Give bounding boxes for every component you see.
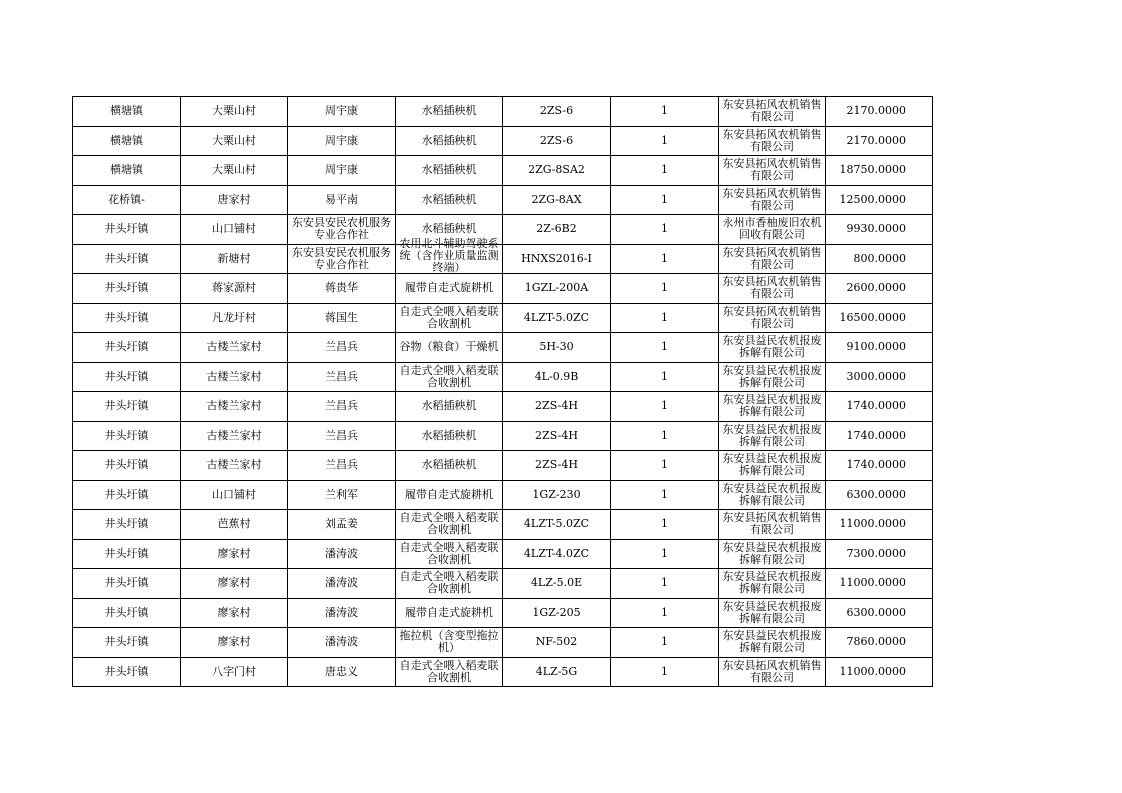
town-cell: 井头圩镇 — [73, 657, 181, 687]
amount-cell: 2600.0000 — [826, 274, 933, 304]
quantity-cell: 1 — [611, 392, 719, 422]
village-cell: 古楼兰家村 — [181, 451, 288, 481]
table-row — [73, 421, 933, 451]
dealer-cell: 东安县益民农机报废拆解有限公司 — [719, 333, 826, 363]
village-cell: 古楼兰家村 — [181, 421, 288, 451]
buyer-cell: 潘涛波 — [288, 569, 396, 599]
machine-cell: 水稻插秧机 — [396, 421, 503, 451]
model-cell: 4L-0.9B — [503, 362, 611, 392]
machine-cell: 自走式全喂入稻麦联合收割机 — [396, 362, 503, 392]
quantity-cell: 1 — [611, 510, 719, 540]
machine-cell — [396, 236, 503, 274]
buyer-cell: 兰昌兵 — [288, 362, 396, 392]
village-cell: 凡龙圩村 — [181, 303, 288, 333]
machine-cell-text: 农用北斗辅助驾驶系统（含作业质量监测终端） — [399, 236, 499, 274]
town-cell: 横塘镇 — [73, 97, 181, 127]
dealer-cell: 东安县拓风农机销售有限公司 — [719, 156, 826, 186]
amount-cell: 7860.0000 — [826, 628, 933, 658]
buyer-cell: 唐忠义 — [288, 657, 396, 687]
amount-cell: 2170.0000 — [826, 97, 933, 127]
town-cell: 井头圩镇 — [73, 392, 181, 422]
buyer-cell: 蒋贵华 — [288, 274, 396, 304]
amount-cell: 9100.0000 — [826, 333, 933, 363]
machine-cell: 水稻插秧机 — [396, 451, 503, 481]
dealer-cell: 东安县拓风农机销售有限公司 — [719, 244, 826, 274]
dealer-cell: 东安县益民农机报废拆解有限公司 — [719, 628, 826, 658]
town-cell: 横塘镇 — [73, 156, 181, 186]
village-cell: 芭蕉村 — [181, 510, 288, 540]
village-cell: 山口铺村 — [181, 480, 288, 510]
machine-cell: 自走式全喂入稻麦联合收割机 — [396, 569, 503, 599]
model-cell: 1GZ-205 — [503, 598, 611, 628]
model-cell: 1GZL-200A — [503, 274, 611, 304]
town-cell: 井头圩镇 — [73, 480, 181, 510]
town-cell: 井头圩镇 — [73, 628, 181, 658]
amount-cell: 7300.0000 — [826, 539, 933, 569]
machine-cell: 水稻插秧机 — [396, 126, 503, 156]
town-cell: 井头圩镇 — [73, 421, 181, 451]
machine-cell: 自走式全喂入稻麦联合收割机 — [396, 657, 503, 687]
town-cell: 井头圩镇 — [73, 333, 181, 363]
amount-cell: 800.0000 — [826, 244, 933, 274]
quantity-cell: 1 — [611, 97, 719, 127]
model-cell: NF-502 — [503, 628, 611, 658]
model-cell: 2ZG-8SA2 — [503, 156, 611, 186]
model-cell: 4LZ-5G — [503, 657, 611, 687]
buyer-cell: 刘孟姜 — [288, 510, 396, 540]
dealer-cell: 东安县益民农机报废拆解有限公司 — [719, 569, 826, 599]
model-cell: 4LZT-5.0ZC — [503, 303, 611, 333]
amount-cell: 16500.0000 — [826, 303, 933, 333]
model-cell: 2ZS-6 — [503, 126, 611, 156]
table-row — [73, 185, 933, 215]
table-row — [73, 392, 933, 422]
quantity-cell: 1 — [611, 274, 719, 304]
village-cell: 新塘村 — [181, 244, 288, 274]
table-row — [73, 215, 933, 245]
village-cell: 蒋家源村 — [181, 274, 288, 304]
table-row — [73, 657, 933, 687]
village-cell: 唐家村 — [181, 185, 288, 215]
town-cell: 井头圩镇 — [73, 274, 181, 304]
dealer-cell: 东安县拓风农机销售有限公司 — [719, 274, 826, 304]
model-cell: 2ZS-4H — [503, 392, 611, 422]
town-cell: 花桥镇- — [73, 185, 181, 215]
dealer-cell: 东安县益民农机报废拆解有限公司 — [719, 598, 826, 628]
machine-cell: 履带自走式旋耕机 — [396, 480, 503, 510]
model-cell: 2ZS-4H — [503, 421, 611, 451]
quantity-cell: 1 — [611, 185, 719, 215]
model-cell: 4LZT-4.0ZC — [503, 539, 611, 569]
amount-cell: 1740.0000 — [826, 451, 933, 481]
model-cell: 2ZS-6 — [503, 97, 611, 127]
buyer-cell: 兰利军 — [288, 480, 396, 510]
model-cell: 1GZ-230 — [503, 480, 611, 510]
amount-cell: 9930.0000 — [826, 215, 933, 245]
buyer-cell: 周宇康 — [288, 97, 396, 127]
machine-cell: 水稻插秧机 — [396, 185, 503, 215]
machine-cell: 谷物（粮食）干燥机 — [396, 333, 503, 363]
quantity-cell: 1 — [611, 333, 719, 363]
quantity-cell: 1 — [611, 421, 719, 451]
town-cell: 井头圩镇 — [73, 569, 181, 599]
amount-cell: 1740.0000 — [826, 421, 933, 451]
town-cell: 井头圩镇 — [73, 510, 181, 540]
buyer-cell: 兰昌兵 — [288, 333, 396, 363]
machine-cell: 水稻插秧机 — [396, 97, 503, 127]
table-row — [73, 628, 933, 658]
amount-cell: 1740.0000 — [826, 392, 933, 422]
model-cell: 2ZG-8AX — [503, 185, 611, 215]
quantity-cell: 1 — [611, 126, 719, 156]
village-cell: 大栗山村 — [181, 97, 288, 127]
amount-cell: 11000.0000 — [826, 510, 933, 540]
village-cell: 山口铺村 — [181, 215, 288, 245]
machine-cell: 水稻插秧机 — [396, 156, 503, 186]
buyer-cell: 易平南 — [288, 185, 396, 215]
buyer-cell: 兰昌兵 — [288, 421, 396, 451]
dealer-cell: 东安县益民农机报废拆解有限公司 — [719, 362, 826, 392]
village-cell: 大栗山村 — [181, 156, 288, 186]
model-cell: 2ZS-4H — [503, 451, 611, 481]
table-row — [73, 451, 933, 481]
quantity-cell: 1 — [611, 451, 719, 481]
buyer-cell: 兰昌兵 — [288, 451, 396, 481]
amount-cell: 11000.0000 — [826, 569, 933, 599]
buyer-cell: 东安县安民农机服务专业合作社 — [288, 215, 396, 245]
model-cell: HNXS2016-I — [503, 244, 611, 274]
quantity-cell: 1 — [611, 215, 719, 245]
town-cell: 井头圩镇 — [73, 451, 181, 481]
dealer-cell: 东安县拓风农机销售有限公司 — [719, 657, 826, 687]
model-cell: 4LZT-5.0ZC — [503, 510, 611, 540]
town-cell: 横塘镇 — [73, 126, 181, 156]
table-row — [73, 569, 933, 599]
table-row — [73, 97, 933, 127]
machine-cell: 水稻插秧机 — [396, 215, 503, 245]
dealer-cell: 东安县拓风农机销售有限公司 — [719, 185, 826, 215]
quantity-cell: 1 — [611, 628, 719, 658]
table-row — [73, 303, 933, 333]
amount-cell: 6300.0000 — [826, 480, 933, 510]
machine-cell: 拖拉机（含变型拖拉机） — [396, 628, 503, 658]
table-row — [73, 598, 933, 628]
quantity-cell: 1 — [611, 480, 719, 510]
village-cell: 大栗山村 — [181, 126, 288, 156]
machine-cell: 履带自走式旋耕机 — [396, 274, 503, 304]
dealer-cell: 东安县拓风农机销售有限公司 — [719, 303, 826, 333]
dealer-cell: 东安县益民农机报废拆解有限公司 — [719, 480, 826, 510]
table-row — [73, 480, 933, 510]
buyer-cell: 兰昌兵 — [288, 392, 396, 422]
town-cell: 井头圩镇 — [73, 244, 181, 274]
village-cell: 古楼兰家村 — [181, 362, 288, 392]
model-cell: 4LZ-5.0E — [503, 569, 611, 599]
amount-cell: 11000.0000 — [826, 657, 933, 687]
town-cell: 井头圩镇 — [73, 362, 181, 392]
table-row — [73, 539, 933, 569]
village-cell: 八字门村 — [181, 657, 288, 687]
machine-cell: 自走式全喂入稻麦联合收割机 — [396, 510, 503, 540]
quantity-cell: 1 — [611, 657, 719, 687]
model-cell: 2Z-6B2 — [503, 215, 611, 245]
machine-cell: 自走式全喂入稻麦联合收割机 — [396, 303, 503, 333]
model-cell: 5H-30 — [503, 333, 611, 363]
quantity-cell: 1 — [611, 569, 719, 599]
town-cell: 井头圩镇 — [73, 539, 181, 569]
table-row — [73, 126, 933, 156]
quantity-cell: 1 — [611, 156, 719, 186]
buyer-cell: 周宇康 — [288, 126, 396, 156]
quantity-cell: 1 — [611, 303, 719, 333]
dealer-cell: 东安县拓风农机销售有限公司 — [719, 126, 826, 156]
amount-cell: 2170.0000 — [826, 126, 933, 156]
town-cell: 井头圩镇 — [73, 303, 181, 333]
machine-cell: 自走式全喂入稻麦联合收割机 — [396, 539, 503, 569]
amount-cell: 12500.0000 — [826, 185, 933, 215]
dealer-cell: 东安县益民农机报废拆解有限公司 — [719, 392, 826, 422]
village-cell: 廖家村 — [181, 569, 288, 599]
buyer-cell: 潘涛波 — [288, 628, 396, 658]
table-row — [73, 510, 933, 540]
dealer-cell: 东安县益民农机报废拆解有限公司 — [719, 451, 826, 481]
village-cell: 古楼兰家村 — [181, 392, 288, 422]
table-row — [73, 156, 933, 186]
machine-cell: 水稻插秧机 — [396, 392, 503, 422]
village-cell: 廖家村 — [181, 539, 288, 569]
village-cell: 廖家村 — [181, 628, 288, 658]
village-cell: 古楼兰家村 — [181, 333, 288, 363]
amount-cell: 18750.0000 — [826, 156, 933, 186]
machine-cell: 履带自走式旋耕机 — [396, 598, 503, 628]
quantity-cell: 1 — [611, 598, 719, 628]
buyer-cell: 潘涛波 — [288, 598, 396, 628]
dealer-cell: 东安县益民农机报废拆解有限公司 — [719, 539, 826, 569]
village-cell: 廖家村 — [181, 598, 288, 628]
quantity-cell: 1 — [611, 244, 719, 274]
quantity-cell: 1 — [611, 362, 719, 392]
town-cell: 井头圩镇 — [73, 598, 181, 628]
table-row — [73, 274, 933, 304]
buyer-cell: 蒋国生 — [288, 303, 396, 333]
amount-cell: 6300.0000 — [826, 598, 933, 628]
amount-cell: 3000.0000 — [826, 362, 933, 392]
buyer-cell: 周宇康 — [288, 156, 396, 186]
table-row — [73, 333, 933, 363]
dealer-cell: 东安县拓风农机销售有限公司 — [719, 97, 826, 127]
subsidy-table — [72, 96, 933, 687]
buyer-cell: 潘涛波 — [288, 539, 396, 569]
quantity-cell: 1 — [611, 539, 719, 569]
dealer-cell: 东安县拓风农机销售有限公司 — [719, 510, 826, 540]
town-cell: 井头圩镇 — [73, 215, 181, 245]
buyer-cell: 东安县安民农机服务专业合作社 — [288, 244, 396, 274]
dealer-cell: 东安县益民农机报废拆解有限公司 — [719, 421, 826, 451]
dealer-cell: 永州市香柚废旧农机回收有限公司 — [719, 215, 826, 245]
table-body — [73, 97, 933, 687]
table-row — [73, 244, 933, 274]
table-row — [73, 362, 933, 392]
